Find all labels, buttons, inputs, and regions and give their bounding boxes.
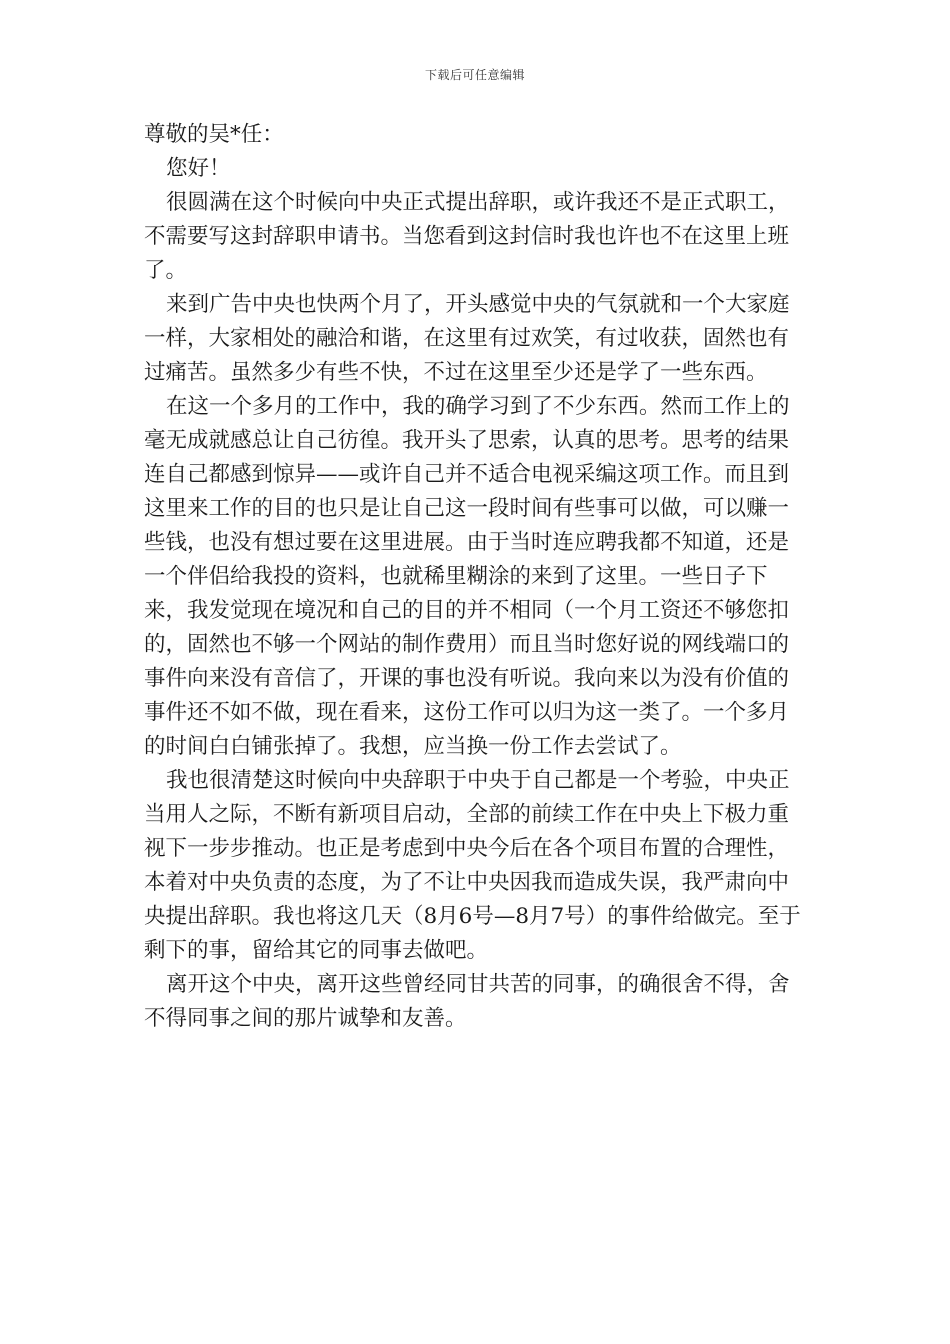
letter-paragraph: 离开这个中央，离开这些曾经同甘共苦的同事，的确很舍不得，舍不得同事之间的那片诚挚和友善。 xyxy=(144,972,790,1031)
letter-greeting: 您好！ xyxy=(166,156,231,181)
letter-paragraph: 在这一个多月的工作中，我的确学习到了不少东西。然而工作上的毫无成就感总让自己彷徨。我开头了思索，认真的思考。思考的结果连自己都感到惊异——或许自己并不适合电视采编这项工作。而且到这里来工作的目的也只是让自己这一段时间有些事可以做，可以赚一些钱，也没有想过要在这里进展。由于当时连应聘我都不知道，还是一个伴侣给我投的资料，也就稀里糊涂的来到了这里。一些日子下来，我发觉现在境况和自己的目的并不相同（一个月工资还不够您扣的，固然也不够一个网站的制作费用）而且当时您好说的网线端口的事件向来没有音信了，开课的事也没有听说。我向来以为没有价值的事件还不如不做，现在看来，这份工作可以归为这一类了。一个多月的时间白白铺张掉了。我想，应当换一份工作去尝试了。 xyxy=(144,394,790,759)
letter-paragraph: 我也很清楚这时候向中央辞职于中央于自己都是一个考验，中央正当用人之际，不断有新项目启动，全部的前续工作在中央上下极力重视下一步步推动。也正是考虑到中央今后在各个项目布置的合理性，本着对中央负责的态度，为了不让中央因我而造成失误，我严肃向中央提出辞职。我也将这几天（8月6号—8月7号）的事件给做完。至于剩下的事，留给其它的同事去做吧。 xyxy=(144,768,801,963)
letter-body xyxy=(144,118,806,1036)
letter-paragraph: 来到广告中央也快两个月了，开头感觉中央的气氛就和一个大家庭一样，大家相处的融洽和谐，在这里有过欢笑，有过收获，固然也有过痛苦。虽然多少有些不快，不过在这里至少还是学了一些东西。 xyxy=(144,292,790,385)
page-header-note: 下载后可任意编辑 xyxy=(424,68,525,82)
letter-paragraph: 很圆满在这个时候向中央正式提出辞职，或许我还不是正式职工，不需要写这封辞职申请书。当您看到这封信时我也许也不在这里上班了。 xyxy=(144,190,790,283)
letter-salutation: 尊敬的吴*任： xyxy=(144,122,284,147)
